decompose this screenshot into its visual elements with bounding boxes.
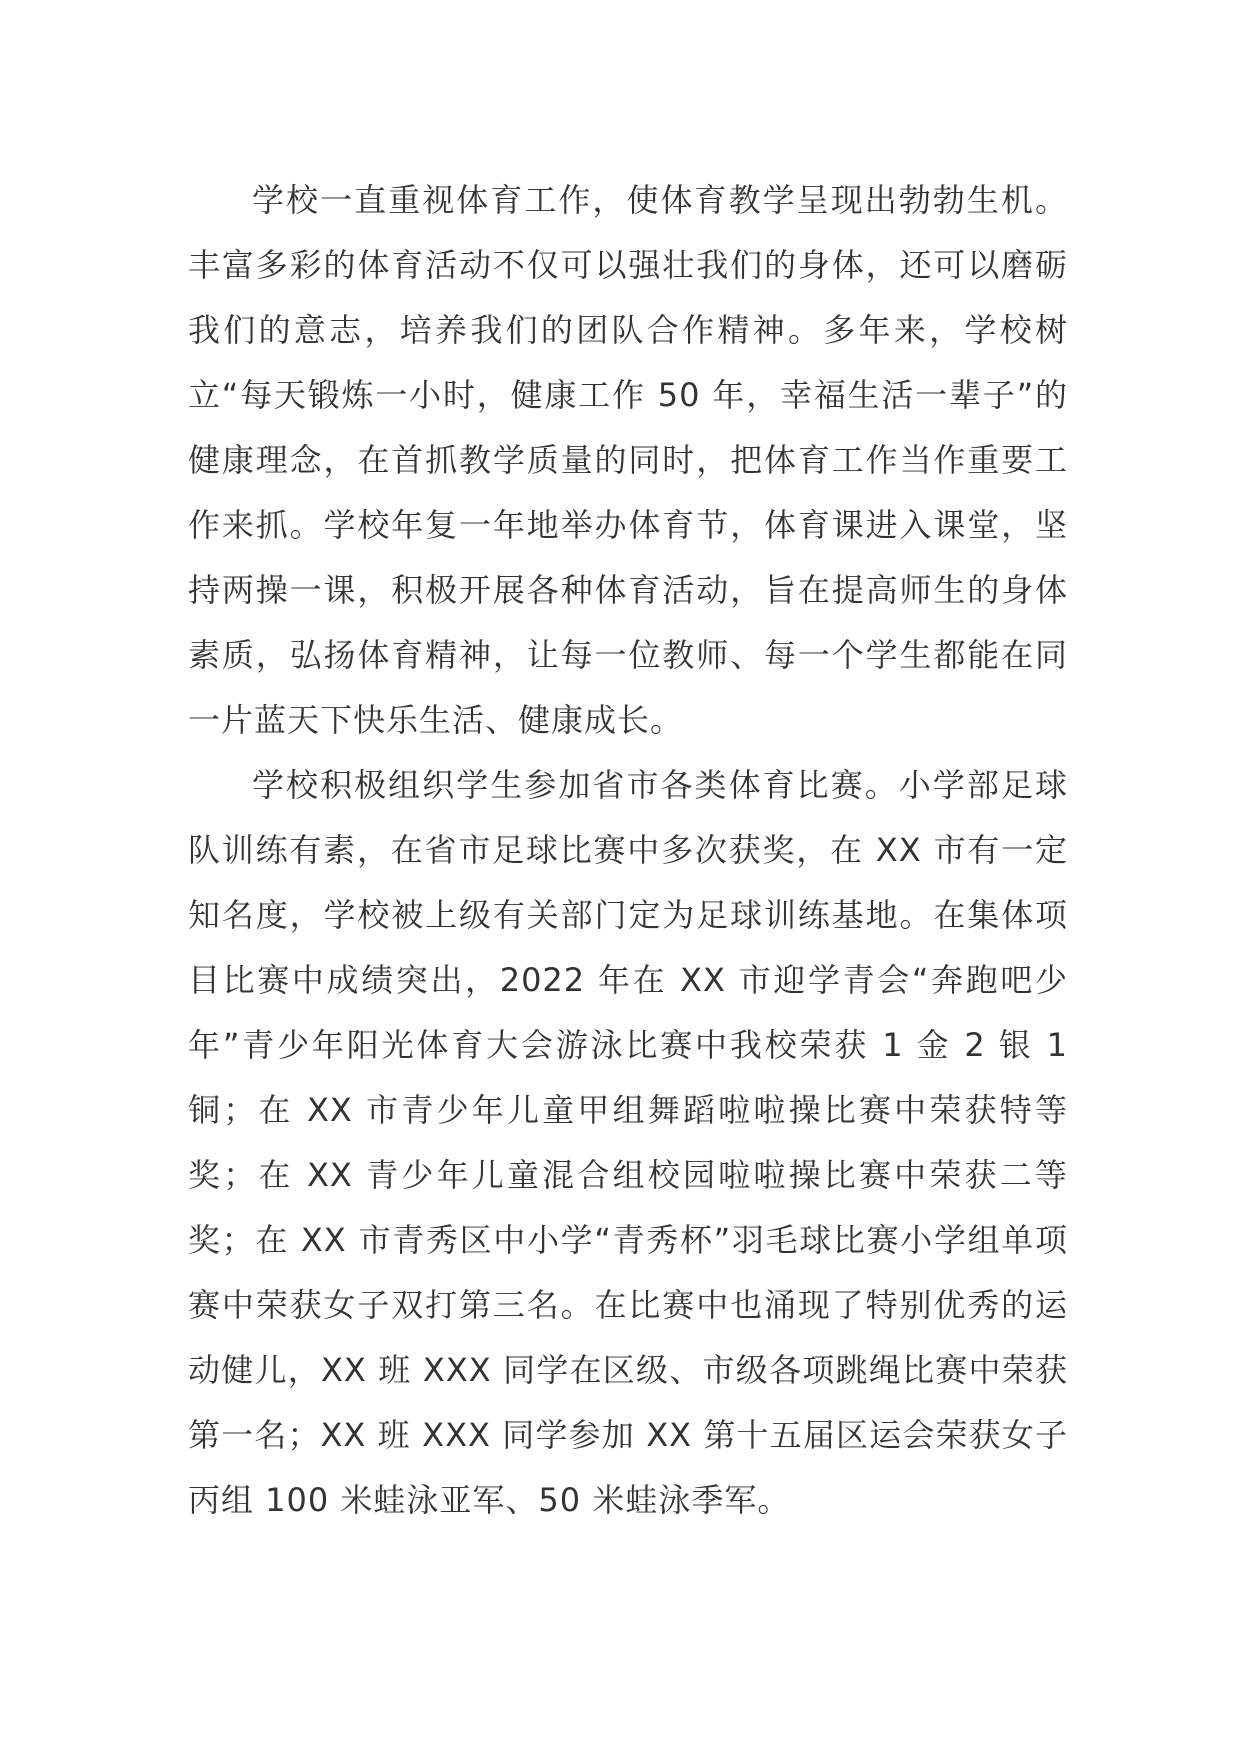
paragraph-sports-work: 学校一直重视体育工作，使体育教学呈现出勃勃生机。丰富多彩的体育活动不仅可以强壮我们的身体，还可以磨砺我们的意志，培养我们的团队合作精神。多年来，学校树立“每天锻炼一小时，健康工作 50 年，幸福生活一辈子”的健康理念，在首抓教学质量的同时，把体育工作当作重要工作来抓。学校年复一年地举办体育节，体育课进入课堂，坚持两操一课，积极开展各种体育活动，旨在提高师生的身体素质，弘扬体育精神，让每一位教师、每一个学生都能在同一片蓝天下快乐生活、健康成长。 [188,181,1068,739]
document-body [188,168,1068,1533]
paragraph-competitions: 学校积极组织学生参加省市各类体育比赛。小学部足球队训练有素，在省市足球比赛中多次获奖，在 XX 市有一定知名度，学校被上级有关部门定为足球训练基地。在集体项目比赛中成绩突出，2022 年在 XX 市迎学青会“奔跑吧少年”青少年阳光体育大会游泳比赛中我校荣获 1 金 2 银 1 铜；在 XX 市青少年儿童甲组舞蹈啦啦操比赛中荣获特等奖；在 XX 青少年儿童混合组校园啦啦操比赛中荣获二等奖；在 XX 市青秀区中小学“青秀杯”羽毛球比赛小学组单项赛中荣获女子双打第三名。在比赛中也涌现了特别优秀的运动健儿，XX 班 XXX 同学在区级、市级各项跳绳比赛中荣获第一名；XX 班 XXX 同学参加 XX 第十五届区运会荣获女子丙组 100 米蛙泳亚军、50 米蛙泳季军。 [188,766,1068,1519]
